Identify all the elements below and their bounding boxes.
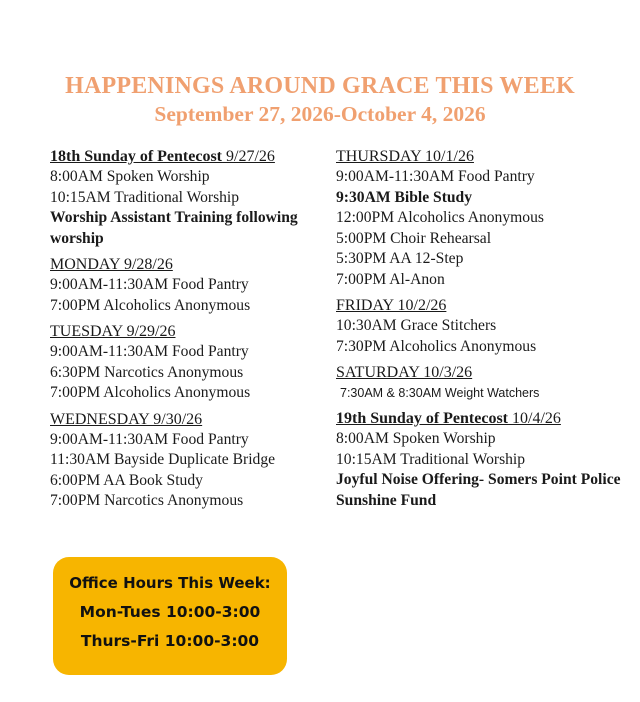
day-heading (50, 147, 330, 167)
day-heading: WEDNESDAY 9/30/26 (50, 410, 203, 428)
day-heading: FRIDAY 10/2/26 (336, 297, 447, 314)
day-heading (336, 409, 631, 429)
day-block (336, 296, 631, 357)
day-heading: TUESDAY 9/29/26 (50, 323, 176, 340)
event-line: 6:30PM Narcotics Anonymous (50, 363, 244, 381)
office-hours-title: Office Hours This Week: (69, 574, 271, 592)
event-line: 5:00PM Choir Rehearsal (336, 229, 492, 247)
day-block (50, 410, 330, 512)
day-block (336, 409, 631, 511)
day-heading-bold: 18th Sunday of Pentecost (50, 148, 223, 165)
event-line: 8:00AM Spoken Worship (50, 168, 210, 185)
event-line: 10:15AM Traditional Worship (50, 188, 240, 206)
day-heading: THURSDAY 10/1/26 (336, 148, 474, 165)
day-heading: MONDAY 9/28/26 (50, 256, 173, 273)
event-line: 10:15AM Traditional Worship (336, 450, 526, 468)
event-line: 7:30AM & 8:30AM Weight Watchers (340, 386, 540, 400)
office-hours-line: Thurs-Fri 10:00-3:00 (80, 632, 260, 650)
event-line: 7:00PM Alcoholics Anonymous (50, 296, 251, 314)
event-line: 10:30AM Grace Stitchers (336, 317, 497, 334)
event-line: 7:00PM Narcotics Anonymous (50, 492, 244, 509)
day-block (50, 147, 330, 249)
event-line: Joyful Noise Offering- Somers Point Police Sunshine Fund (336, 471, 621, 509)
day-heading-date: 10/4/26 (508, 410, 561, 427)
date-range: September 27, 2026-October 4, 2026 (154, 102, 486, 126)
event-line: 7:30PM Alcoholics Anonymous (336, 337, 537, 355)
page-title: HAPPENINGS AROUND GRACE THIS WEEK (65, 73, 575, 99)
event-line: 6:00PM AA Book Study (50, 471, 203, 489)
event-line: 5:30PM AA 12-Step (336, 250, 464, 267)
office-hours-box (53, 557, 287, 675)
event-line: 9:30AM Bible Study (336, 188, 473, 206)
event-line: 8:00AM Spoken Worship (336, 430, 496, 447)
day-block (336, 147, 631, 290)
day-heading-bold: 19th Sunday of Pentecost (336, 410, 509, 427)
event-line: 7:00PM Al-Anon (336, 270, 445, 288)
event-line: 12:00PM Alcoholics Anonymous (336, 209, 544, 226)
left-schedule-column (50, 147, 330, 518)
event-line: 9:00AM-11:30AM Food Pantry (50, 430, 249, 448)
right-schedule-column (336, 147, 631, 517)
event-line: 11:30AM Bayside Duplicate Bridge (50, 451, 276, 468)
day-heading: SATURDAY 10/3/26 (336, 364, 473, 381)
event-line: 9:00AM-11:30AM Food Pantry (336, 168, 535, 185)
day-block (336, 363, 631, 403)
day-block (50, 255, 330, 316)
event-line: 9:00AM-11:30AM Food Pantry (50, 343, 249, 360)
office-hours-line: Mon-Tues 10:00-3:00 (79, 603, 261, 621)
day-block (50, 322, 330, 404)
event-line: 7:00PM Alcoholics Anonymous (50, 384, 251, 401)
event-line: Worship Assistant Training following worship (50, 209, 298, 247)
event-line: 9:00AM-11:30AM Food Pantry (50, 276, 249, 293)
day-heading-date: 9/27/26 (222, 148, 275, 165)
